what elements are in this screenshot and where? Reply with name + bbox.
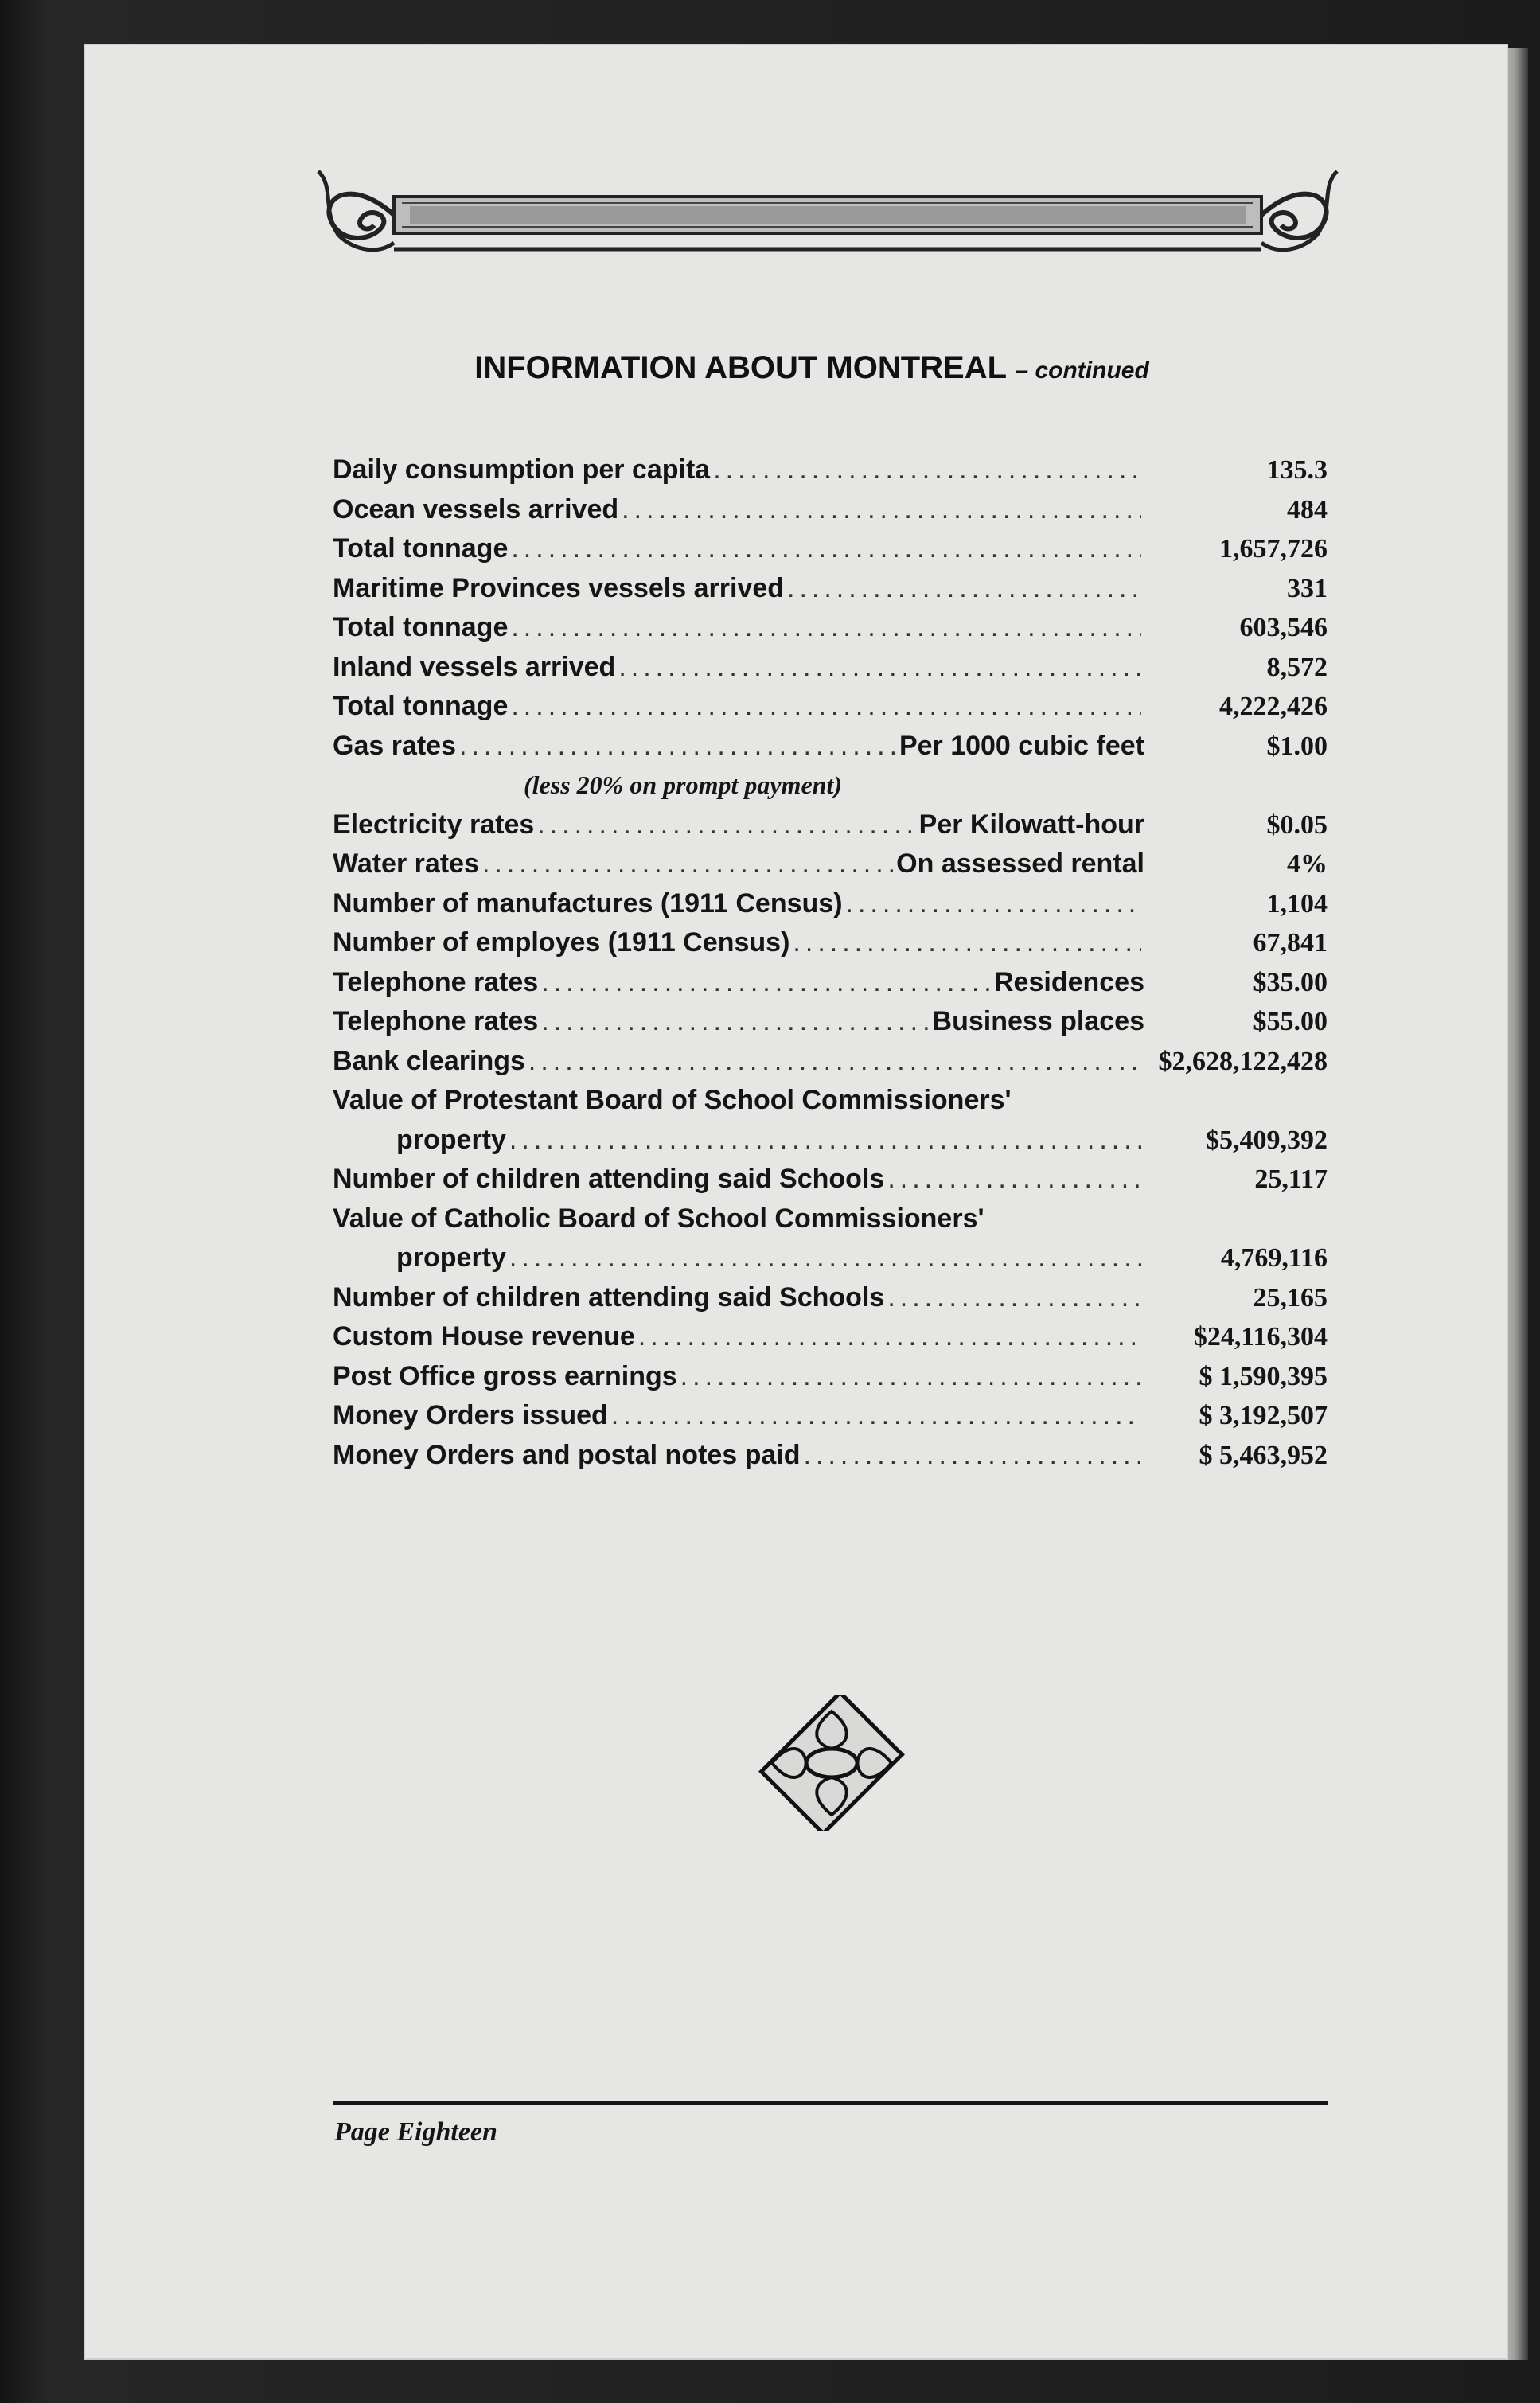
dot-leader [537,806,915,845]
statistics-list [333,451,1328,1475]
stat-label: Total tonnage [333,612,509,642]
stat-label: Number of employes (1911 Census) [333,927,790,958]
stat-row [333,923,1328,963]
stat-row [333,529,1328,569]
stat-row [333,845,1328,884]
stat-label: Total tonnage [333,533,509,564]
stat-row [333,1278,1328,1318]
page-title [334,350,1289,386]
stat-row [333,648,1328,688]
dot-leader [804,1436,1141,1476]
stat-value: 25,117 [1254,1164,1328,1194]
dot-leader [509,1121,1141,1161]
stat-label: Custom House revenue [333,1321,635,1352]
stat-label: Ocean vessels arrived [333,493,619,525]
stat-row [333,1081,1328,1121]
stat-value: 25,165 [1253,1282,1328,1313]
page-number: Page Eighteen [334,2117,497,2147]
stat-label: Post Office gross earnings [333,1360,677,1391]
dot-leader [622,490,1141,530]
stat-label: Inland vessels arrived [333,651,616,682]
stat-label: Telephone rates [333,1006,539,1036]
stat-label: property [396,1124,506,1155]
dot-leader [511,529,1141,569]
stat-label: Electricity rates [333,809,535,840]
dot-leader [611,1396,1141,1436]
stat-row [333,1042,1328,1082]
stat-row [333,1317,1328,1357]
stat-label: Number of children attending said Schools [333,1281,885,1313]
stat-label: Money Orders and postal notes paid [333,1439,801,1470]
stat-value: $ 1,590,395 [1199,1361,1328,1391]
stat-qualifier: Per Kilowatt-hour [918,809,1144,840]
dot-leader [482,845,893,884]
stat-value: $ 5,463,952 [1199,1440,1328,1470]
dot-leader [509,1239,1141,1278]
stat-value: 484 [1287,494,1328,525]
dot-leader [511,687,1141,727]
stat-label: Daily consumption per capita [333,454,711,485]
dot-leader [528,1042,1141,1082]
stat-row [333,884,1328,924]
dot-leader [459,727,896,767]
dot-leader [511,608,1141,648]
dot-leader [846,884,1141,924]
stat-row [333,1436,1328,1476]
dot-leader [887,1278,1141,1318]
stat-value: $35.00 [1253,967,1328,997]
stat-value: 4% [1287,849,1328,879]
stat-qualifier: Per 1000 cubic feet [899,730,1144,761]
stat-row [333,1200,1328,1239]
stat-value: $24,116,304 [1193,1322,1328,1352]
stat-value: 4,222,426 [1219,692,1328,721]
stat-value: 67,841 [1253,928,1328,958]
stat-qualifier: Business places [932,1006,1144,1036]
stat-value: 331 [1287,573,1328,603]
stat-value: 603,546 [1239,613,1328,642]
stat-row [333,727,1328,767]
page-title-suffix: – continued [1015,357,1149,384]
stat-value: 1,104 [1266,888,1328,919]
dot-leader [541,963,991,1003]
stat-row [333,608,1328,648]
stat-label: Total tonnage [333,691,509,721]
stat-row [333,687,1328,727]
stat-row [333,1160,1328,1200]
dot-leader [618,648,1141,688]
stat-label: property [396,1242,506,1273]
stat-label: Telephone rates [333,966,539,997]
stat-row [333,1396,1328,1436]
stat-row [333,1357,1328,1397]
stat-value: 135.3 [1266,455,1328,485]
stat-row [333,963,1328,1003]
dot-leader [793,923,1141,963]
dot-leader [638,1317,1141,1357]
stat-label: Number of manufactures (1911 Census) [333,887,843,919]
stat-value: $55.00 [1253,1007,1328,1036]
dot-leader [887,1160,1141,1200]
dot-leader [541,1002,929,1042]
stat-row [333,1121,1328,1161]
dot-leader [713,451,1141,490]
stat-value: $0.05 [1266,809,1328,840]
stat-qualifier: On assessed rental [896,848,1144,879]
stat-row [333,451,1328,490]
stat-row [333,569,1328,609]
stat-value: $5,409,392 [1206,1125,1328,1155]
stat-value: $ 3,192,507 [1199,1401,1328,1430]
stat-value: 8,572 [1266,652,1328,682]
footer-rule [333,2101,1328,2105]
stat-value: 1,657,726 [1219,534,1328,564]
stat-label: Bank clearings [333,1045,525,1076]
stat-label: Gas rates [333,730,456,761]
stat-row [333,490,1328,530]
stat-value: 4,769,116 [1220,1243,1328,1273]
decorative-header-banner-icon [306,163,1349,267]
stat-value: $2,628,122,428 [1158,1046,1328,1076]
stat-row [333,806,1328,845]
stat-value: $1.00 [1266,731,1328,761]
stat-qualifier: Residences [994,966,1144,997]
dot-leader [680,1357,1141,1397]
stat-label: Value of Catholic Board of School Commissioners' [333,1203,984,1234]
stat-label: Water rates [333,848,479,879]
page-title-text: INFORMATION ABOUT MONTREAL [474,350,1007,385]
stat-row [333,1002,1328,1042]
stat-label: Maritime Provinces vessels arrived [333,572,784,603]
stat-label: Value of Protestant Board of School Commissioners' [333,1085,1012,1115]
stat-note: (less 20% on prompt payment) [524,770,842,799]
stat-label: Number of children attending said Schools [333,1164,885,1194]
stat-row [333,1239,1328,1278]
stat-label: Money Orders issued [333,1400,608,1430]
dot-leader [787,569,1141,609]
floral-ornament-icon [756,1695,907,1831]
